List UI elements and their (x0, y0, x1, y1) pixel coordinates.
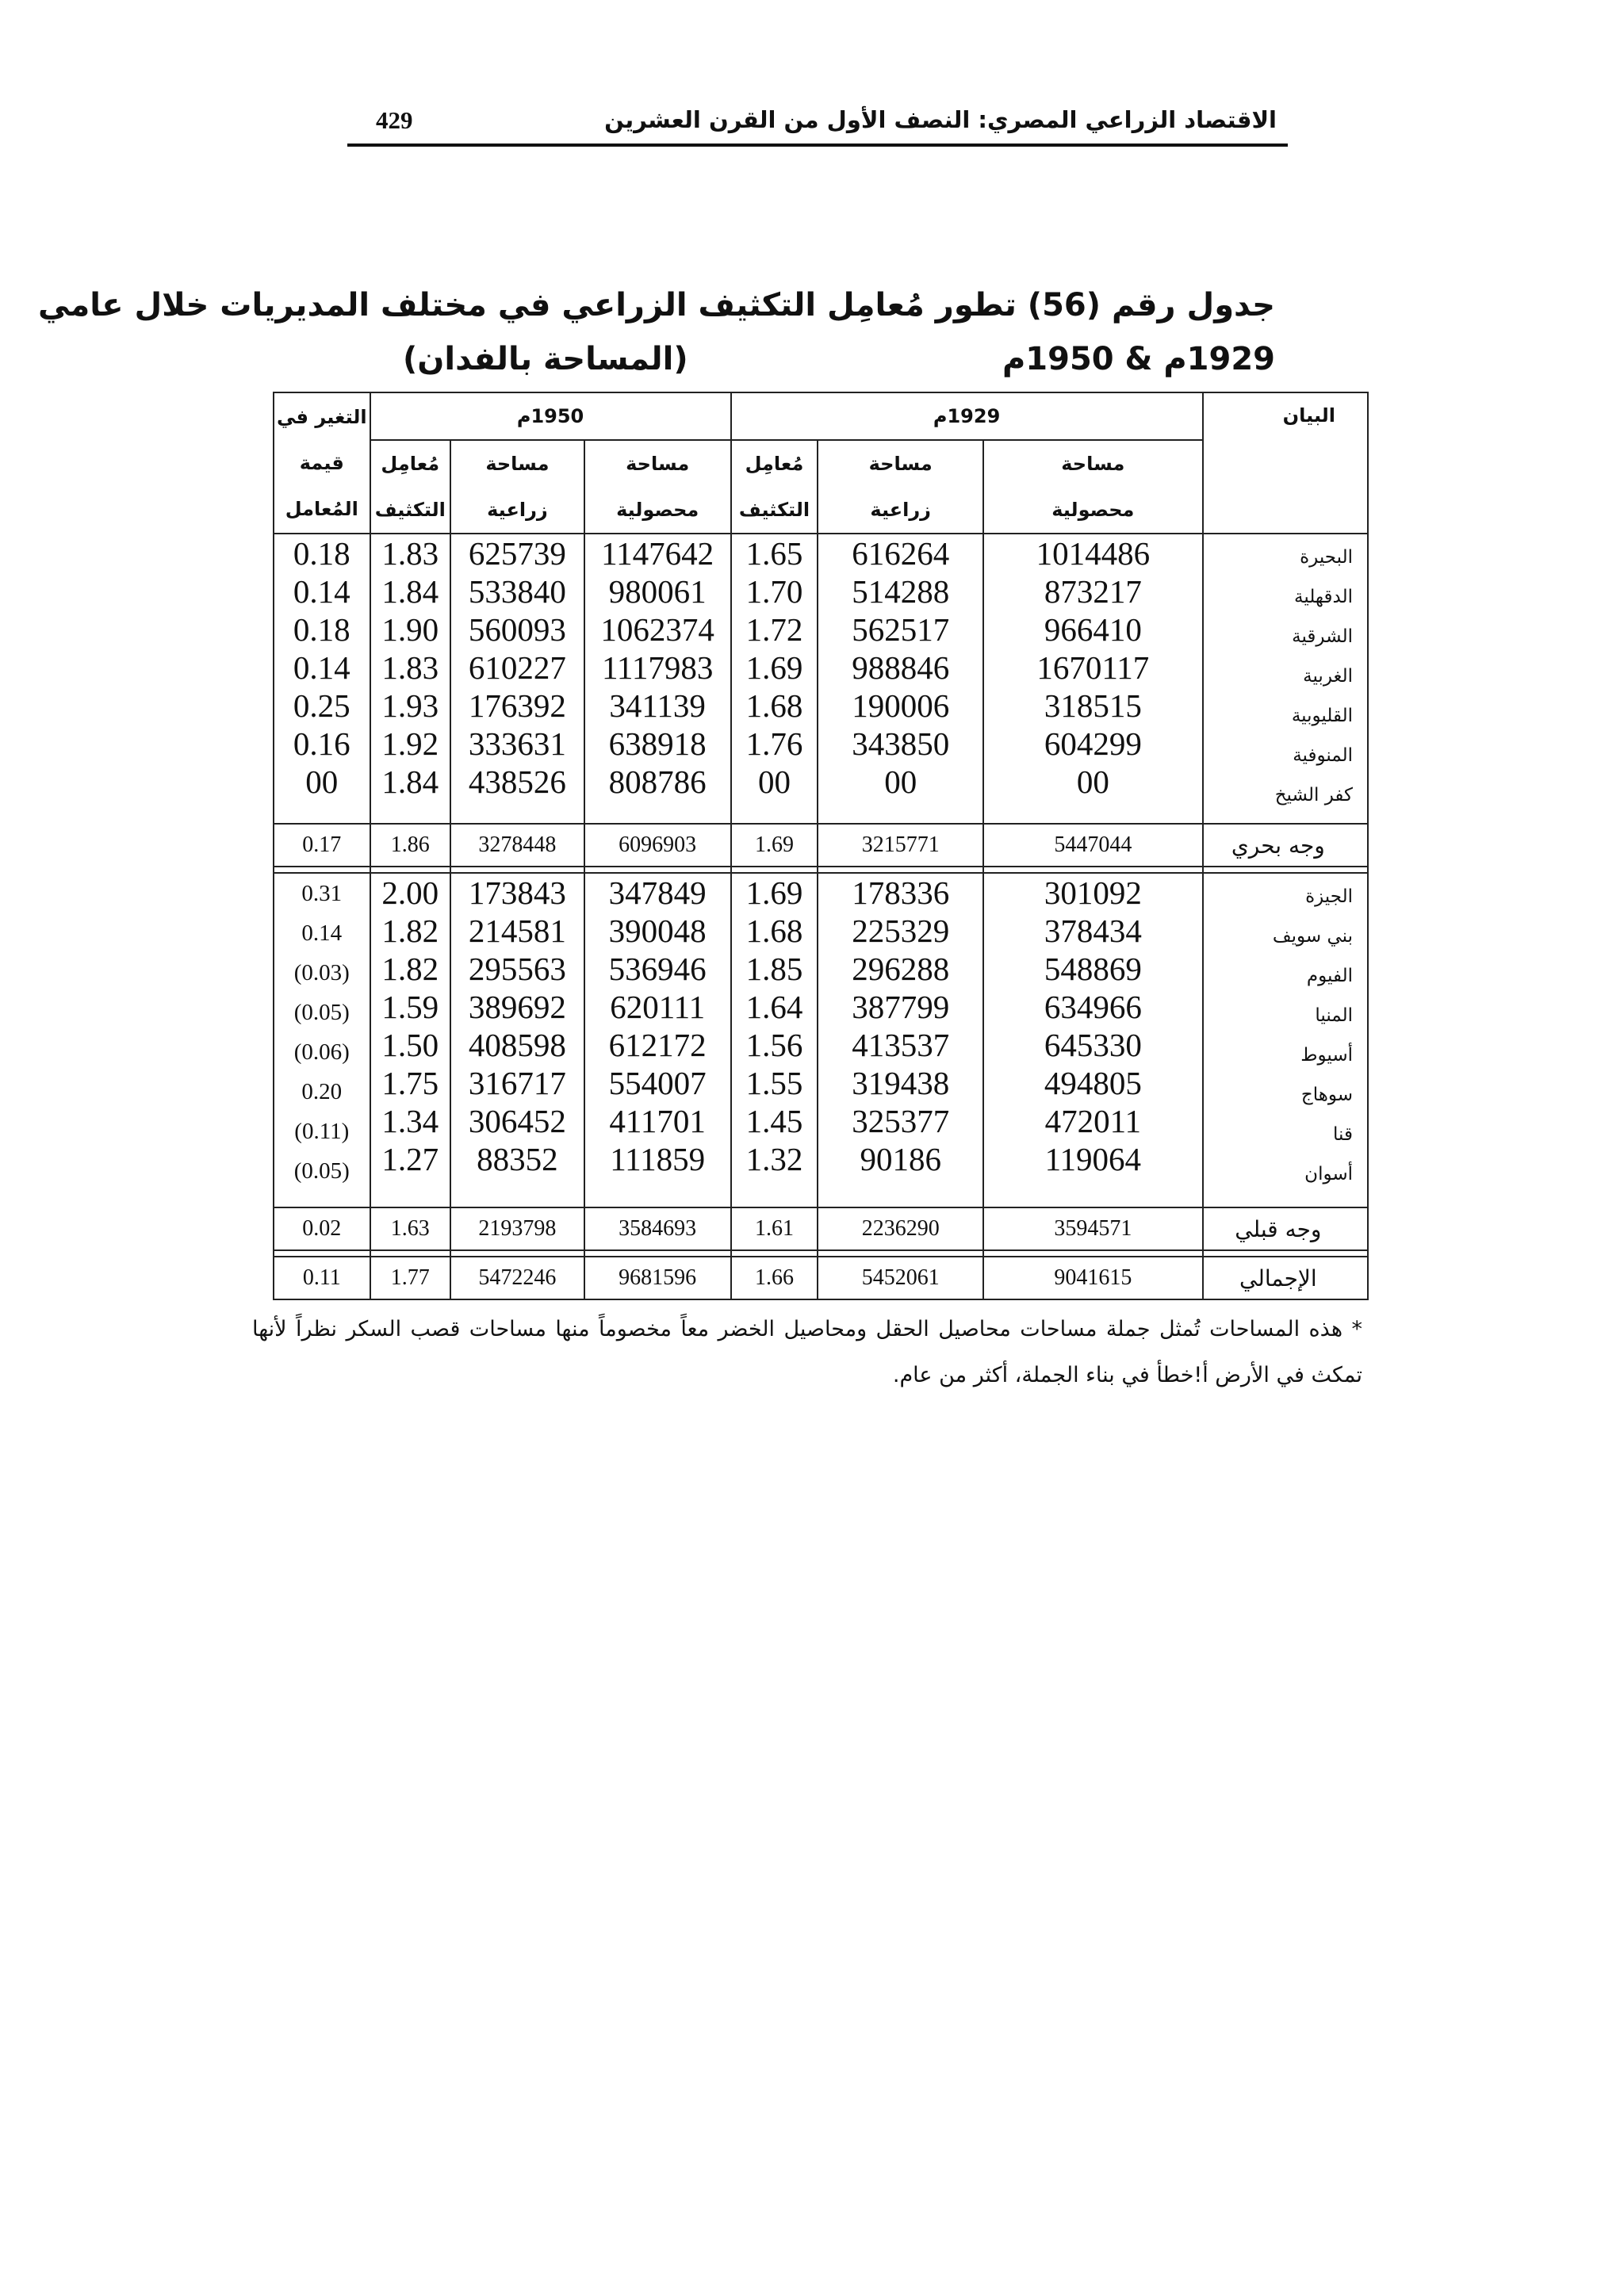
region-name: المنوفية (1293, 745, 1353, 766)
table-cell: 533840 (468, 573, 566, 610)
table-cell: 1.59 (381, 989, 439, 1025)
lower-change (274, 534, 370, 824)
grand-total-cropped-1950: 9681596 (584, 1257, 731, 1299)
region-name: الشرقية (1292, 626, 1353, 647)
table-cell: 411701 (609, 1103, 706, 1139)
table-cell: 1.83 (381, 649, 439, 686)
table-cell: 548869 (1044, 951, 1142, 987)
change-line3: المُعامل (285, 498, 358, 520)
table-cell: 1.50 (381, 1027, 439, 1063)
header-change (274, 392, 370, 534)
table-cell: 1.27 (381, 1141, 439, 1177)
table-cell: 620111 (610, 989, 706, 1025)
table-cell: 378434 (1044, 913, 1142, 949)
caption-years: 1929م & 1950م (1002, 341, 1275, 377)
table-cell: 306452 (468, 1103, 566, 1139)
table-cell: 514288 (852, 573, 950, 610)
lower-total-agri-1950: 3278448 (450, 824, 584, 867)
table-cell: 645330 (1044, 1027, 1142, 1063)
table-cell: 1.56 (745, 1027, 803, 1063)
table-cell: 325377 (852, 1103, 950, 1139)
header-agri-1950-a: مساحة (450, 440, 584, 487)
header-agri-1950-b: زراعية (450, 487, 584, 534)
caption-unit: (المساحة بالفدان) (403, 341, 688, 377)
upper-total-cropped-1950: 3584693 (584, 1207, 731, 1250)
table-cell: 347849 (608, 874, 707, 911)
upper-agri-1950 (450, 873, 584, 1207)
table-cell: (0.05) (293, 1000, 350, 1025)
table-cell: 1.83 (381, 535, 439, 572)
table-cell: 988846 (852, 649, 950, 686)
table-cell: 536946 (608, 951, 707, 987)
region-name: كفر الشيخ (1274, 785, 1353, 806)
table-cell: 1062374 (600, 611, 714, 648)
table-cell: 389692 (468, 989, 566, 1025)
region-name: الجيزة (1305, 886, 1353, 907)
table-cell: 1.85 (745, 951, 803, 987)
lower-agri-1929 (818, 534, 982, 824)
upper-total-agri-1929: 2236290 (818, 1207, 982, 1250)
lower-total-label: وجه بحري (1203, 824, 1368, 867)
table-cell: 873217 (1044, 573, 1142, 610)
table-cell: 0.18 (293, 535, 350, 572)
upper-total-cropped-1929: 3594571 (983, 1207, 1203, 1250)
table-cell: 316717 (468, 1065, 566, 1101)
table-cell: 1.65 (745, 535, 803, 572)
lower-agri-1950 (450, 534, 584, 824)
table-cell: 1.32 (745, 1141, 803, 1177)
header-coef-1929-a: مُعامِل (731, 440, 818, 487)
header-cropped-1929-a: مساحة (983, 440, 1203, 487)
header-coef-1929-b: التكثيف (731, 487, 818, 534)
table-cell: 318515 (1044, 687, 1142, 724)
table-cell: 319438 (852, 1065, 950, 1101)
table-cell: 176392 (468, 687, 566, 724)
footnote: * هذه المساحات تُمثل جملة مساحات محاصيل الحقل ومحاصيل الخضر معاً مخصوماً منها مساحات قصب السكر نظراً لأنها تمكث في الأرض أ!خطأ في بناء الجملة، أكثر من عام. (252, 1317, 1362, 1387)
lower-cropped-1950 (584, 534, 731, 824)
page-number: 429 (376, 106, 413, 134)
table-cell: 616264 (852, 535, 950, 572)
region-name: بني سويف (1272, 926, 1353, 947)
table-cell: 111859 (610, 1141, 706, 1177)
upper-total-coef-1929: 1.61 (731, 1207, 818, 1250)
table-cell: 0.31 (301, 881, 343, 906)
upper-change (274, 873, 370, 1207)
table-cell: 00 (1076, 763, 1109, 800)
upper-cropped-1929 (983, 873, 1203, 1207)
lower-cropped-1929 (983, 534, 1203, 824)
region-name: الغربية (1303, 666, 1353, 687)
table-cell: 1.90 (381, 611, 439, 648)
table-cell: 119064 (1044, 1141, 1142, 1177)
change-line1: التغير في (276, 406, 367, 428)
table-cell: 1.70 (745, 573, 803, 610)
grand-total-cropped-1929: 9041615 (983, 1257, 1203, 1299)
header-agri-1929-a: مساحة (818, 440, 982, 487)
header-year-1950: 1950م (370, 392, 731, 440)
table-cell: 0.16 (293, 725, 350, 762)
change-line2: قيمة (299, 452, 344, 474)
table-cell: 966410 (1044, 611, 1142, 648)
lower-regions (1203, 534, 1368, 824)
lower-coef-1929 (731, 534, 818, 824)
table-cell: 1.84 (381, 573, 439, 610)
table-cell: 1670117 (1036, 649, 1150, 686)
region-name: القليوبية (1291, 706, 1353, 726)
page-header (347, 101, 1288, 149)
table-cell: 343850 (852, 725, 950, 762)
table-cell: 1.69 (745, 874, 803, 911)
table-caption-line2 (339, 341, 1275, 377)
table-cell: 1.82 (381, 913, 439, 949)
header-cropped-1929-b: محصولية (983, 487, 1203, 534)
grand-total-agri-1929: 5452061 (818, 1257, 982, 1299)
table-cell: 301092 (1044, 874, 1142, 911)
grand-total-coef-1929: 1.66 (731, 1257, 818, 1299)
table-cell: 296288 (852, 951, 950, 987)
region-name: أسوان (1304, 1164, 1353, 1184)
upper-total-coef-1950: 1.63 (370, 1207, 450, 1250)
table-cell: 560093 (468, 611, 566, 648)
table-cell: 638918 (608, 725, 707, 762)
region-name: قنا (1333, 1124, 1353, 1145)
table-cell: (0.11) (294, 1119, 350, 1144)
header-rule (347, 144, 1288, 147)
lower-coef-1950 (370, 534, 450, 824)
lower-total-agri-1929: 3215771 (818, 824, 982, 867)
table-cell: 1.34 (381, 1103, 439, 1139)
region-name: سوهاج (1300, 1085, 1353, 1105)
table-cell: 0.14 (293, 649, 350, 686)
region-name: الفيوم (1306, 966, 1353, 986)
table-cell: 90186 (860, 1141, 941, 1177)
table-cell: 390048 (608, 913, 707, 949)
table-cell: 808786 (608, 763, 707, 800)
table-cell: 408598 (468, 1027, 566, 1063)
table-cell: 1.45 (745, 1103, 803, 1139)
table-cell: 554007 (608, 1065, 707, 1101)
table-cell: 0.25 (293, 687, 350, 724)
lower-total-cropped-1950: 6096903 (584, 824, 731, 867)
table-cell: 333631 (468, 725, 566, 762)
table-cell: 625739 (468, 535, 566, 572)
region-name: البحيرة (1300, 547, 1353, 568)
table-cell: 980061 (608, 573, 707, 610)
header-coef-1950-a: مُعامِل (370, 440, 450, 487)
lower-total-change: 0.17 (274, 824, 370, 867)
table-cell: (0.06) (293, 1039, 350, 1065)
table-cell: 173843 (468, 874, 566, 911)
table-cell: 1.55 (745, 1065, 803, 1101)
table-cell: 00 (757, 763, 791, 800)
table-cell: 610227 (468, 649, 566, 686)
table-cell: 295563 (468, 951, 566, 987)
table-cell: 1.76 (745, 725, 803, 762)
header-year-1929: 1929م (731, 392, 1203, 440)
table-cell: 1.72 (745, 611, 803, 648)
intensification-table (273, 392, 1369, 1300)
table-cell: 1.92 (381, 725, 439, 762)
table-cell: 413537 (852, 1027, 950, 1063)
table-cell: 634966 (1044, 989, 1142, 1025)
table-cell: 472011 (1044, 1103, 1142, 1139)
table-cell: 0.20 (301, 1079, 343, 1104)
grand-total-label: الإجمالي (1203, 1257, 1368, 1299)
region-name: الدقهلية (1294, 587, 1353, 607)
table-cell: 2.00 (381, 874, 439, 911)
upper-total-label: وجه قبلي (1203, 1207, 1368, 1250)
grand-total-agri-1950: 5472246 (450, 1257, 584, 1299)
region-name: أسيوط (1300, 1045, 1353, 1066)
table-cell: 1.68 (745, 913, 803, 949)
table-cell: 88352 (477, 1141, 558, 1177)
table-cell: 00 (305, 763, 339, 800)
table-cell: 1.69 (745, 649, 803, 686)
upper-coef-1950 (370, 873, 450, 1207)
table-cell: 1.93 (381, 687, 439, 724)
region-name: المنيا (1315, 1005, 1353, 1026)
table-cell: 1.64 (745, 989, 803, 1025)
table-cell: 1.82 (381, 951, 439, 987)
upper-total-change: 0.02 (274, 1207, 370, 1250)
table-cell: 341139 (609, 687, 706, 724)
table-cell: 1.68 (745, 687, 803, 724)
upper-agri-1929 (818, 873, 982, 1207)
table-cell: 1014486 (1036, 535, 1151, 572)
table-cell: 0.14 (293, 573, 350, 610)
grand-total-coef-1950: 1.77 (370, 1257, 450, 1299)
upper-cropped-1950 (584, 873, 731, 1207)
table-cell: (0.05) (293, 1158, 350, 1184)
table-cell: 0.14 (301, 920, 343, 946)
table-cell: 190006 (852, 687, 950, 724)
header-cropped-1950-b: محصولية (584, 487, 731, 534)
grand-total-change: 0.11 (274, 1257, 370, 1299)
table-cell: 1117983 (601, 649, 714, 686)
table-cell: 178336 (852, 874, 950, 911)
table-cell: 1.84 (381, 763, 439, 800)
upper-coef-1929 (731, 873, 818, 1207)
table-cell: 214581 (468, 913, 566, 949)
lower-total-coef-1950: 1.86 (370, 824, 450, 867)
table-cell: 494805 (1044, 1065, 1142, 1101)
table-cell: (0.03) (293, 960, 350, 985)
upper-total-agri-1950: 2193798 (450, 1207, 584, 1250)
lower-total-cropped-1929: 5447044 (983, 824, 1203, 867)
table-cell: 1.75 (381, 1065, 439, 1101)
book-title: الاقتصاد الزراعي المصري: النصف الأول من القرن العشرين (604, 106, 1277, 133)
header-agri-1929-b: زراعية (818, 487, 982, 534)
header-coef-1950-b: التكثيف (370, 487, 450, 534)
upper-regions (1203, 873, 1368, 1207)
table-cell: 604299 (1044, 725, 1142, 762)
table-cell: 387799 (852, 989, 950, 1025)
table-cell: 612172 (608, 1027, 707, 1063)
header-statement: البيان (1203, 392, 1368, 534)
table-cell: 00 (884, 763, 917, 800)
table-cell: 562517 (852, 611, 950, 648)
table-cell: 225329 (852, 913, 950, 949)
lower-total-coef-1929: 1.69 (731, 824, 818, 867)
table-cell: 0.18 (293, 611, 350, 648)
table-cell: 438526 (468, 763, 566, 800)
table-cell: 1147642 (601, 535, 714, 572)
table-caption: جدول رقم (56) تطور مُعامِل التكثيف الزراعي في مختلف المديريات خلال عامي (37, 287, 1275, 323)
header-cropped-1950-a: مساحة (584, 440, 731, 487)
